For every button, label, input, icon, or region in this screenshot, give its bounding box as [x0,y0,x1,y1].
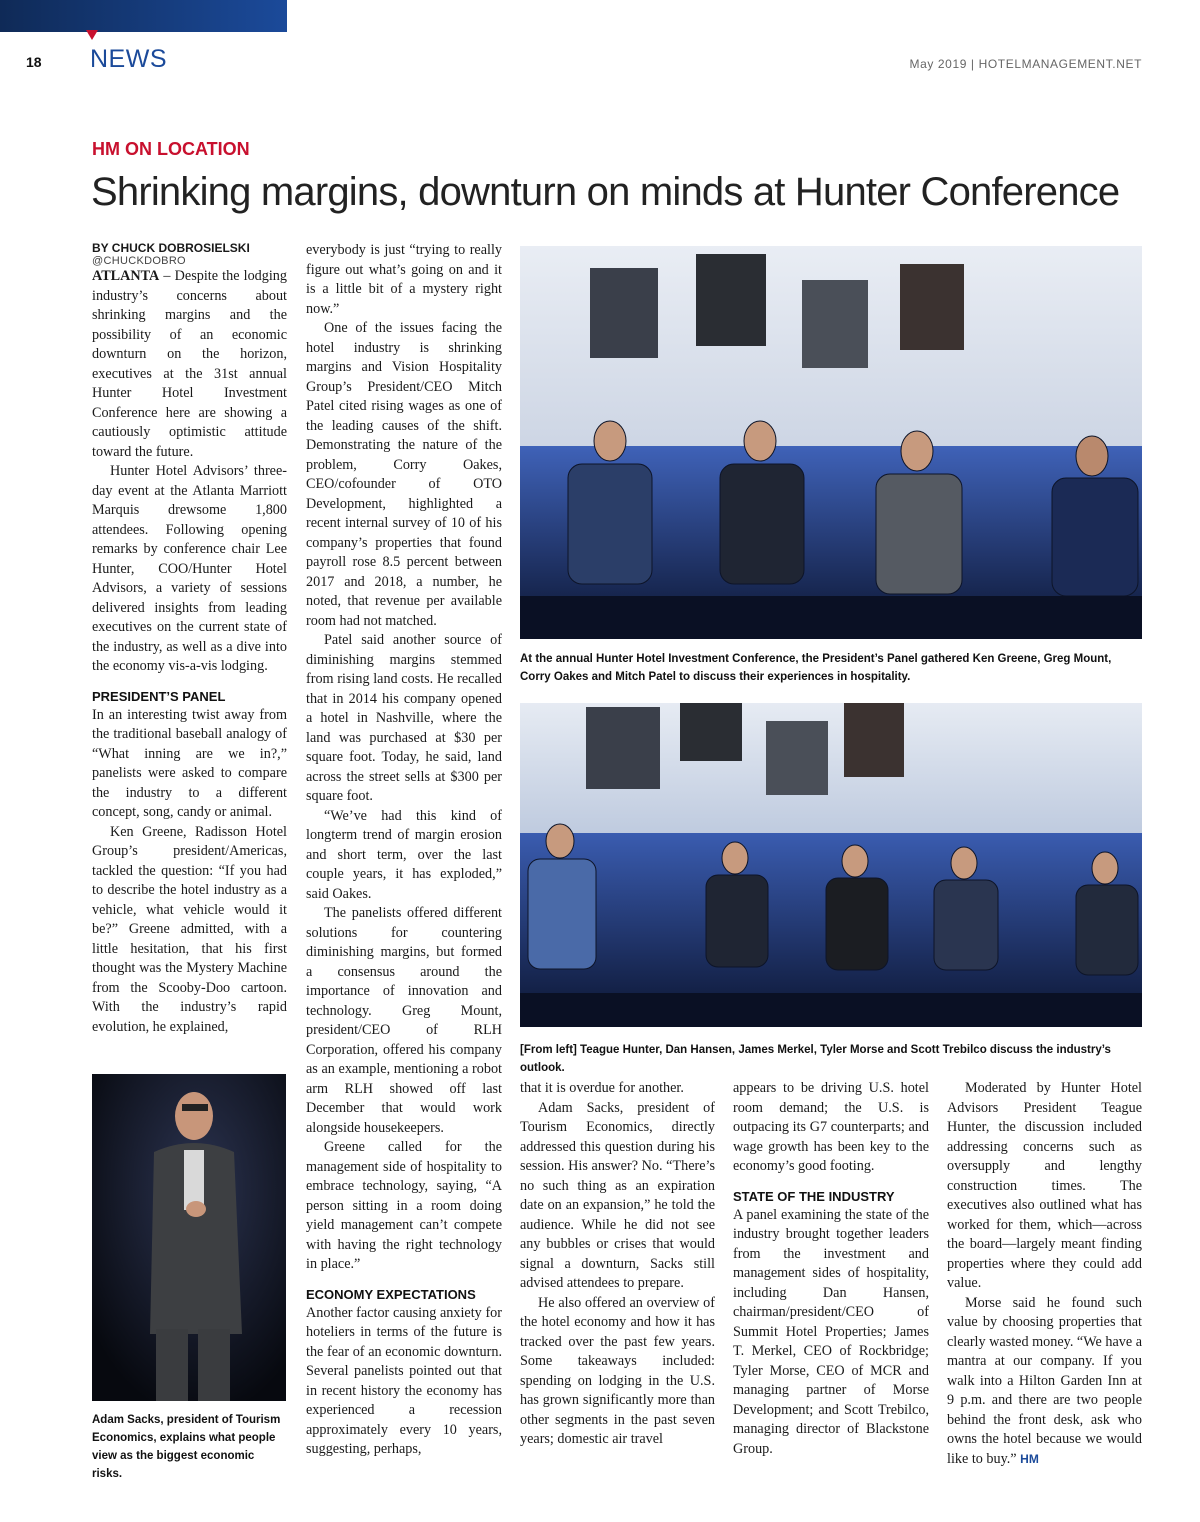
paragraph: “We’ve had this kind of longterm trend of margin erosion and short term, over the last couple years, it has exploded,” said Oakes. [306,807,502,902]
article-column-3 [520,1079,715,1450]
presidents-panel-illustration [520,246,1142,639]
lead-paragraph [92,267,287,462]
paragraph: Another factor causing anxiety for hoteliers in terms of the future is the fear of an economic downturn. Several panelists pointed out that in recent history the economy has experienced a recession approximately every 10 years, suggesting, perhaps, [306,1304,502,1457]
paragraph: He also offered an overview of the hotel economy and how it has tracked over the past few years. Some takeaways included: spending on lodging in the U.S. has grown significantly more than other segments in the past seven years; domestic air travel [520,1294,715,1447]
industry-panel-photo [520,703,1142,1027]
page-number: 18 [26,54,42,70]
article-column-4 [733,1079,929,1459]
paragraph [947,1294,1142,1470]
paragraph: In an interesting twist away from the traditional baseball analogy of “What inning are we in?,” panelists were asked to compare the industry to a different concept, song, candy or animal. [92,706,287,820]
paragraph: Patel said another source of diminishing margins stemmed from rising land costs. He recalled that in 2014 his company opened a hotel in Nashville, where the land was purchased at $30 per square foot. Today, he said, land across the street sells at $300 per square foot. [306,632,502,804]
presidents-panel-photo [520,246,1142,639]
article-column-5 [947,1079,1142,1469]
adam-sacks-illustration [92,1074,286,1401]
subhead-presidents-panel: PRESIDENT’S PANEL [92,688,226,704]
dateline-city: ATLANTA [92,268,160,284]
paragraph: that it is overdue for another. [520,1080,684,1096]
paragraph: Ken Greene, Radisson Hotel Group’s president/Americas, tackled the question: “If you had to describe the hotel industry as a vehicle, what vehicle would it be?” Greene admitted, with a little hesitation, that his first thought was the Mystery Machine from the Scooby-Doo cartoon. With the industry’s rapid evolution, he explained, [92,823,287,1035]
article-column-1 [92,241,287,1037]
section-name: NEWS [90,45,167,73]
adam-sacks-caption: Adam Sacks, president of Tourism Economics, explains what people view as the biggest economic risks. [92,1414,281,1480]
paragraph: Hunter Hotel Advisors’ three-day event at the Atlanta Marriott Marquis drewsome 1,800 attendees. Following opening remarks by conference chair Lee Hunter, COO/Hunter Hotel Advisors, a variety of sessions delivered insights from leading executives on the current state of the industry, as well as a dive into the economy vis-a-vis lodging. [92,463,287,674]
paragraph-text: Morse said he found such value by choosing properties that clearly wasted money. “We have a mantra at our company. If you walk into a Hilton Garden Inn at 9 p.m. and there are two people behind the front desk, ask who owns the hotel because we would like to buy.” [947,1294,1142,1467]
industry-panel-caption: [From left] Teague Hunter, Dan Hansen, James Merkel, Tyler Morse and Scott Trebilco discuss the industry’s outlook. [520,1044,1111,1074]
paragraph: Greene called for the management side of hospitality to embrace technology, saying, “A person sitting in a room doing yield management can’t compete with having the right technology in place.” [306,1139,502,1272]
paragraph: The panelists offered different solutions for countering diminishing margins, but formed a consensus around the importance of innovation and technology. Greg Mount, president/CEO of RLH Corporation, offered his company as an example, mentioning a robot arm RLH showed off last December that would work alongside housekeepers. [306,905,502,1136]
adam-sacks-photo [92,1074,286,1401]
paragraph: everybody is just “trying to really figure out what’s going on and it is a little bit of a mystery right now.” [306,242,502,317]
article-column-2 [306,241,502,1460]
article-headline: Shrinking margins, downturn on minds at Hunter Conference [91,170,1120,214]
lead-text: – Despite the lodging industry’s concerns about shrinking margins and the possibility of an economic downturn on the horizon, executives at the 31st annual Hunter Hotel Investment Conference here are showing a cautiously optimistic attitude toward the future. [92,268,287,460]
presidents-panel-caption: At the annual Hunter Hotel Investment Conference, the President’s Panel gathered Ken Greene, Greg Mount, Corry Oakes and Mitch Patel to discuss their experiences in hospitality. [520,653,1112,683]
paragraph: A panel examining the state of the industry brought together leaders from the investment and management sides of hospitality, including Dan Hansen, chairman/president/CEO of Summit Hotel Properties; James T. Merkel, CEO of Rockbridge; Tyler Morse, CEO of MCR and managing partner of Morse Development; and Scott Trebilco, managing director of Blackstone Group. [733,1206,929,1457]
paragraph: appears to be driving U.S. hotel room demand; the U.S. is outpacing its G7 counterparts; and wage growth has been key to the economy’s good footing. [733,1080,929,1174]
paragraph: Adam Sacks, president of Tourism Economics, directly addressed this question during his session. His answer? No. “There’s no such thing as an expiration date on an expansion,” he told the audience. While he did not see any bubbles or crises that would signal a downturn, Sacks still advised attendees to prepare. [520,1099,715,1291]
end-mark: HM [1020,1451,1039,1466]
header-notch-marker [86,30,98,40]
header-color-bar [0,0,287,32]
paragraph: Moderated by Hunter Hotel Advisors President Teague Hunter, the discussion included addressing concerns such as oversupply and lengthy construction times. The executives also outlined what has worked for them, which—across the board—largely meant finding properties where they could add value. [947,1080,1142,1291]
author-handle: @CHUCKDOBRO [92,255,186,267]
byline: BY CHUCK DOBROSIELSKI [92,241,250,255]
subhead-state-of-industry: STATE OF THE INDUSTRY [733,1188,895,1204]
subhead-economy-expectations: ECONOMY EXPECTATIONS [306,1286,476,1302]
article-kicker: HM ON LOCATION [92,139,250,159]
issue-dateline: May 2019 | HOTELMANAGEMENT.NET [909,57,1142,71]
paragraph: One of the issues facing the hotel industry is shrinking margins and Vision Hospitality Group’s President/CEO Mitch Patel cited rising wages as one of the leading causes of the shift. Demonstrating the nature of the problem, Corry Oakes, CEO/cofounder of OTO Development, highlighted a recent internal survey of 10 of his company’s properties that found payroll rose 8.5 percent between 2017 and 2018, a number, he noted, that revenue per available room had not matched. [306,320,502,629]
industry-panel-illustration [520,703,1142,1027]
